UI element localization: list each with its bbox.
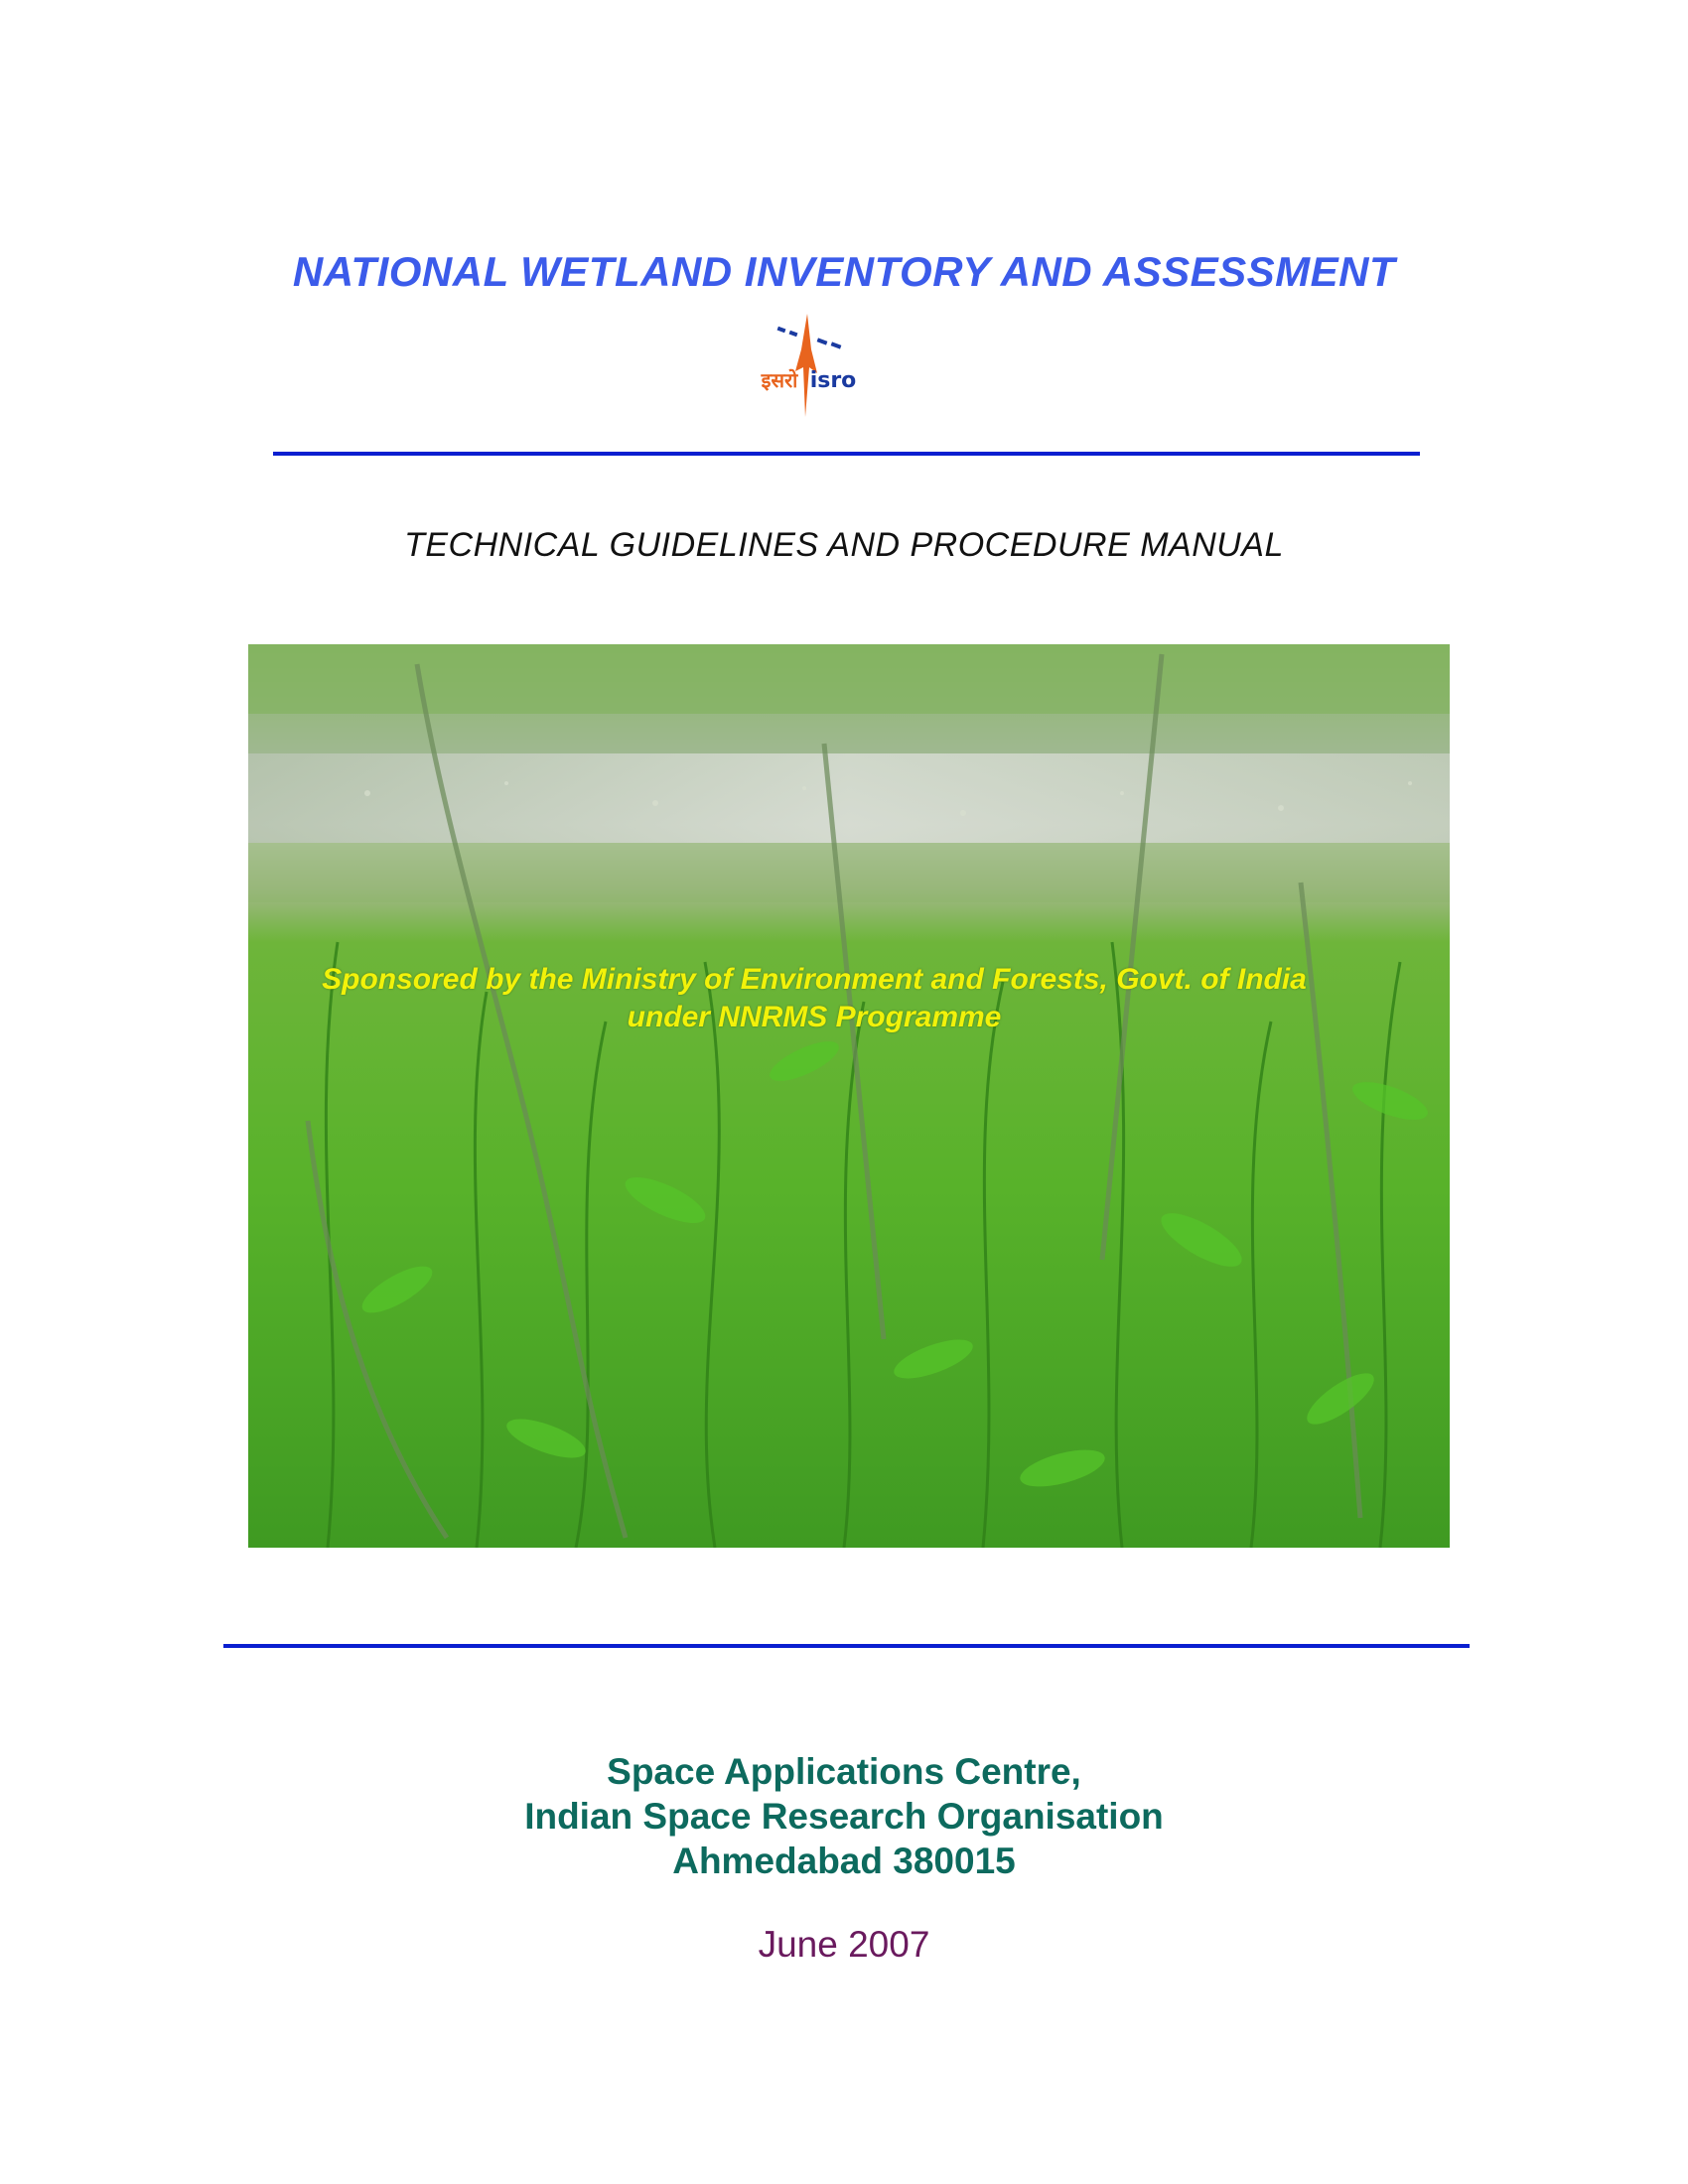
sponsor-line-2: under NNRMS Programme — [627, 1001, 1002, 1033]
org-line-3: Ahmedabad 380015 — [672, 1841, 1016, 1881]
bottom-divider — [223, 1644, 1470, 1648]
top-divider — [273, 452, 1420, 456]
logo-english-text: isro — [809, 368, 857, 393]
document-title: NATIONAL WETLAND INVENTORY AND ASSESSMENT — [292, 248, 1396, 295]
document-subtitle: TECHNICAL GUIDELINES AND PROCEDURE MANUAL — [404, 526, 1284, 564]
wetland-photo-image — [248, 644, 1450, 1548]
organisation-block — [0, 1749, 1688, 1883]
publication-date: June 2007 — [758, 1924, 930, 1965]
logo-hindi-text: इसरो — [761, 368, 798, 392]
sponsor-line-1: Sponsored by the Ministry of Environment and Forests, Govt. of India — [322, 963, 1307, 996]
org-line-2: Indian Space Research Organisation — [524, 1796, 1164, 1837]
isro-logo — [740, 310, 869, 419]
org-line-1: Space Applications Centre, — [607, 1751, 1081, 1792]
wetland-photo — [248, 644, 1450, 1548]
isro-logo-icon — [740, 310, 869, 419]
sponsor-note — [248, 961, 1380, 1036]
